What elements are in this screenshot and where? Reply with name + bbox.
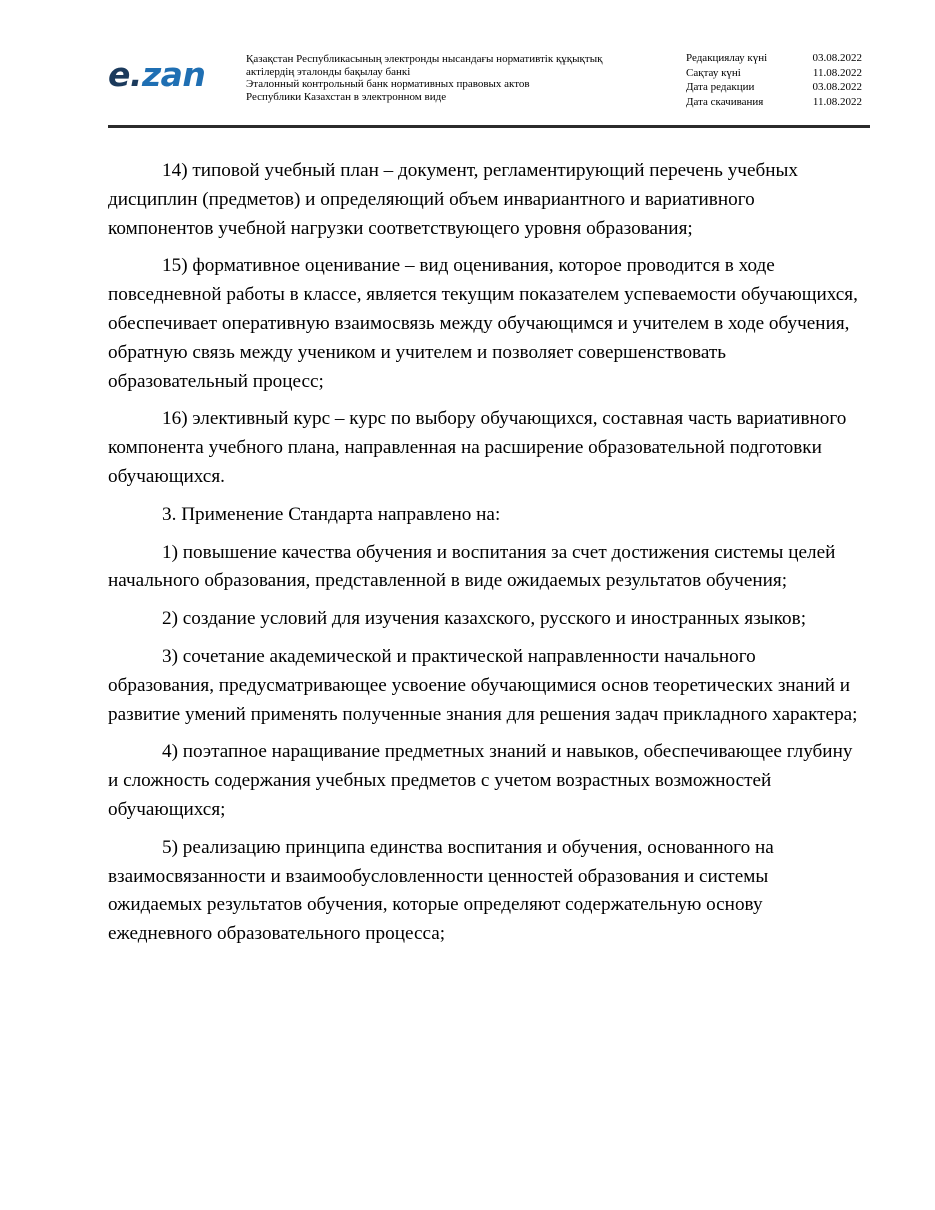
paragraph: 4) поэтапное наращивание предметных знаний и навыков, обеспечивающее глубину и сложность содержания учебных предметов с учетом возрастных возможностей обучающихся; — [108, 741, 853, 820]
header-meta — [686, 51, 862, 109]
paragraph: 1) повышение качества обучения и воспитания за счет достижения системы целей начального образования, представленной в виде ожидаемых результатов обучения; — [108, 541, 836, 592]
paragraph: 5) реализацию принципа единства воспитания и обучения, основанного на взаимосвязанности и взаимообусловленности ценностей образования и системы ожидаемых результатов обучения, которые определяют содержательную основу ежедневного образовательного процесса; — [108, 836, 774, 945]
meta-value: 03.08.2022 — [812, 52, 862, 64]
meta-label: Редакциялау күні — [686, 52, 768, 64]
meta-label: Дата скачивания — [686, 95, 764, 108]
header-title-line: актілердің эталонды бақылау банкі — [246, 65, 411, 78]
meta-row — [686, 66, 862, 81]
logo-dot: . — [129, 55, 142, 94]
logo-letter-e: e — [108, 55, 130, 94]
header-title-line: Республики Казахстан в электронном виде — [246, 90, 447, 103]
meta-value: 11.08.2022 — [812, 95, 862, 108]
header-divider — [108, 125, 870, 128]
paragraph: 2) создание условий для изучения казахского, русского и иностранных языков; — [162, 608, 807, 630]
document-body — [108, 157, 860, 958]
ezan-logo — [108, 56, 205, 94]
paragraph: 3) сочетание академической и практической направленности начального образования, предусматривающее усвоение обучающимися основ теоретических знаний и развитие умений применять полученные знания для решения задач прикладного характера; — [108, 645, 858, 725]
paragraph: 15) формативное оценивание – вид оценивания, которое проводится в ходе повседневной работы в классе, является текущим показателем успеваемости обучающихся, обеспечивает оперативную взаимосвязь между обучающимся и учителем в ходе обучения, обратную связь между учеником и учителем и позволяет совершенствовать образовательный процесс; — [108, 255, 858, 392]
paragraph: 16) элективный курс – курс по выбору обучающихся, составная часть вариативного компонента учебного плана, направленная на расширение образовательной подготовки обучающихся. — [108, 408, 847, 487]
meta-value: 11.08.2022 — [812, 66, 862, 79]
header-title-line: Қазақстан Республикасының электронды нысандағы нормативтік құқықтық — [246, 53, 603, 65]
meta-row — [686, 51, 862, 66]
meta-label: Дата редакции — [686, 81, 755, 93]
header-title-line: Эталонный контрольный банк нормативных правовых актов — [246, 78, 530, 90]
paragraph: 14) типовой учебный план – документ, регламентирующий перечень учебных дисциплин (предметов) и определяющий объем инвариантного и вариативного компонентов учебной нагрузки соответствующего уровня образования; — [108, 160, 798, 239]
header-title — [246, 53, 666, 103]
meta-row — [686, 80, 862, 95]
meta-row — [686, 95, 862, 110]
paragraph: 3. Применение Стандарта направлено на: — [162, 503, 501, 525]
meta-label: Сақтау күні — [686, 66, 741, 79]
logo-word: zan — [141, 55, 206, 94]
meta-value: 03.08.2022 — [812, 81, 862, 93]
